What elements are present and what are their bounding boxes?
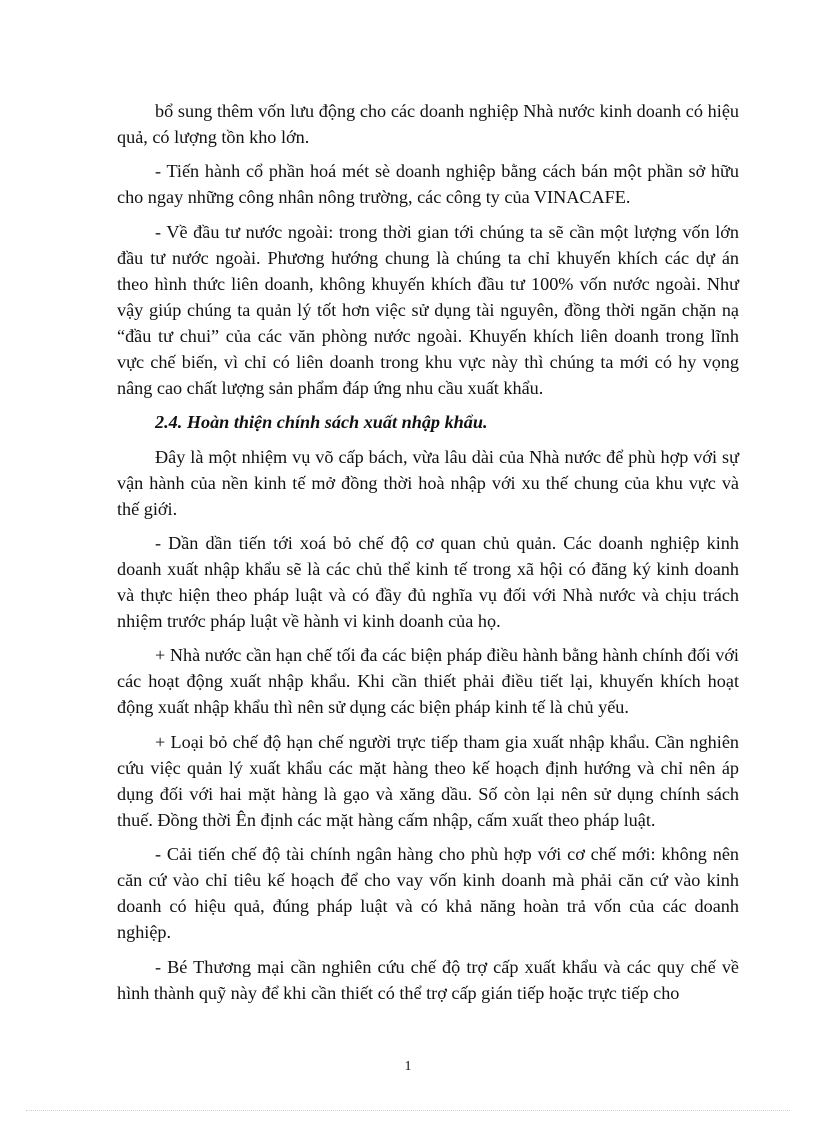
section-heading: 2.4. Hoàn thiện chính sách xuất nhập khẩu. — [155, 412, 488, 433]
paragraph-section-intro: Đây là một nhiệm vụ võ cấp bách, vừa lâu dài của Nhà nước để phù hợp với sự vận hành của nền kinh tế mở đồng thời hoà nhập với xu thế chung của khu vực và thế giới. — [117, 446, 739, 519]
paragraph-continuation: bổ sung thêm vốn lưu động cho các doanh nghiệp Nhà nước kinh doanh có hiệu quả, có lượng tồn kho lớn. — [117, 101, 739, 147]
paragraph-equitization: - Tiến hành cổ phần hoá mét sè doanh nghiệp bằng cách bán một phần sở hữu cho ngay những công nhân nông trường, các công ty của VINACAFE. — [117, 161, 739, 208]
paragraph-banking-reform: - Cải tiến chế độ tài chính ngân hàng cho phù hợp với cơ chế mới: không nên căn cứ vào chỉ tiêu kế hoạch để cho vay vốn kinh doanh mà phải căn cứ vào kinh doanh có hiệu quả, đúng pháp luật và có khả năng hoàn trả vốn của các doanh nghiệp. — [117, 844, 739, 943]
paragraph-limit-administrative: + Nhà nước cần hạn chế tối đa các biện pháp điều hành bằng hành chính đối với các hoạt động xuất nhập khẩu. Khi cần thiết phải điều tiết lại, khuyến khích hoạt động xuất nhập khẩu thì nên sử dụng các biện pháp kinh tế là chủ yếu. — [117, 645, 739, 718]
paragraph-abolish-management: - Dần dần tiến tới xoá bỏ chế độ cơ quan chủ quản. Các doanh nghiệp kinh doanh xuất nhập khẩu sẽ là các chủ thể kinh tế trong xã hội có đăng ký kinh doanh và thực hiện theo pháp luật và có đầy đủ nghĩa vụ đối với Nhà nước và chịu trách nhiệm trước pháp luật về hành vi kinh doanh của họ. — [117, 532, 739, 631]
paragraph-foreign-investment: - Về đầu tư nước ngoài: trong thời gian tới chúng ta sẽ cần một lượng vốn lớn đầu tư nước ngoài. Phương hướng chung là chúng ta chỉ khuyến khích các dự án theo hình thức liên doanh, không khuyến khích đầu tư 100% vốn nước ngoài. Như vậy giúp chúng ta quản lý tốt hơn việc sử dụng tài nguyên, đồng thời ngăn chặn nạ “đầu tư chui” của các văn phòng nước ngoài. Khuyến khích liên doanh trong lĩnh vực chế biến, vì chỉ có liên doanh trong khu vực này thì chúng ta mới có hy vọng nâng cao chất lượng sản phẩm đáp ứng nhu cầu xuất khẩu. — [117, 221, 739, 398]
page-number: 1 — [404, 1059, 412, 1074]
document-body — [117, 98, 739, 1014]
paragraph-export-subsidy: - Bé Thương mại cần nghiên cứu chế độ trợ cấp xuất khẩu và các quy chế về hình thành quỹ này để khi cần thiết có thể trợ cấp gián tiếp hoặc trực tiếp cho — [117, 956, 739, 1003]
footer-divider — [26, 1110, 790, 1111]
paragraph-remove-restrictions: + Loại bỏ chế độ hạn chế người trực tiếp tham gia xuất nhập khẩu. Cần nghiên cứu việc quản lý xuất khẩu các mặt hàng theo kế hoạch định hướng và chỉ nên áp dụng đối với hai mặt hàng là gạo và xăng dầu. Số còn lại nên sử dụng chính sách thuế. Đồng thời Ên định các mặt hàng cấm nhập, cấm xuất theo pháp luật. — [117, 731, 739, 830]
